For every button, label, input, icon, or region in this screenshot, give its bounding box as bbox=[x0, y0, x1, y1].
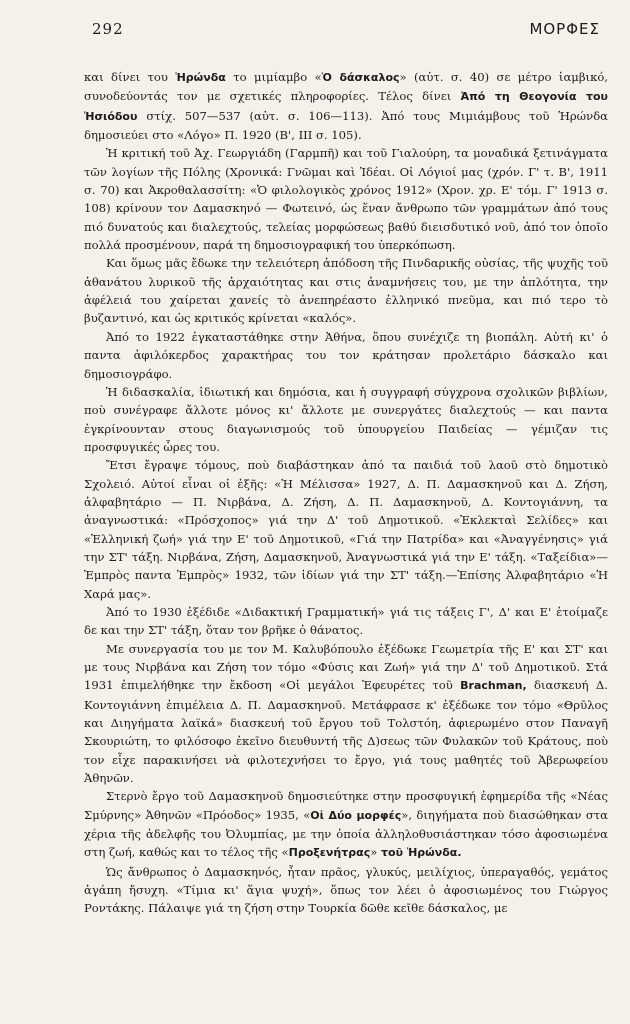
paragraph: Και ὅμως μᾶς ἔδωκε την τελειότερη ἀπόδοση τῆς Πινδαρικῆς οὐσίας, τῆς ψυχῆς τοῦ ἀθανάτου λυρικοῦ τῆς ἀρχαιότητας και στις ἀναμνήσεις του, με την ἀπλότητα, την ἀφέλειά του χαίρεται χανείς τὸ ἀνεπηρέαστο ἑλληνικό πνεῦμα, και πιό τερο τὸ βυζαντινό, και ὡς κριτικός κρίνεται «καλός». bbox=[84, 256, 608, 326]
bold-title: τοῦ Ἡρώνδα. bbox=[381, 846, 462, 860]
paragraph: Ἀπό το 1930 ἐξέδιδε «Διδακτική Γραμματική» γιά τις τάξεις Γ', Δ' και Ε' ἑτοίμαζε δε και την ΣΤ' τάξη, ὅταν τον βρῆκε ὁ θάνατος. bbox=[84, 604, 608, 638]
paragraph: Ἀπό το 1922 ἐγκαταστάθηκε στην Ἀθήνα, ὅπου συνέχιζε τη βιοπάλη. Αὐτή κι' ὁ παντα ἀφιλόκερδος χαρακτήρας του τον κράτησαν προλετάριο δάσκαλο και δημοσιογράφο. bbox=[84, 329, 608, 381]
bold-title: Οἱ Δύο μορφές bbox=[310, 808, 402, 822]
running-title: ΜΟΡΦΕΣ bbox=[529, 20, 600, 38]
body-text bbox=[84, 68, 608, 918]
paragraph: και δίνει του Ἡρώνδα το μιμίαμβο «Ὁ δάσκαλος» (αὐτ. σ. 40) σε μέτρο ἰαμβικό, συνοδεύοντάς τον με σχετικές πληροφορίες. Τέλος δίνει Ἀπό τη Θεογονία του Ἡσιόδου στίχ. 507—537 (αὐτ. σ. 106—113). Ἀπό τους Μιμιάμβους τοῦ Ἡρώνδα δημοσιεύει στο «Λόγο» Π. 1920 (Β', ΙΙΙ σ. 105). bbox=[84, 70, 608, 143]
bold-title: Brachman, bbox=[460, 679, 527, 693]
paragraph: Ἡ κριτική τοῦ Ἀχ. Γεωργιάδη (Γαρμπῆ) και τοῦ Γιαλούρη, τα μοναδικά ξετινάγματα τῶν λογίων τῆς Πόλης (Χρονικά: Γνῶμαι καὶ Ἰδέαι. Οἱ Λόγιοί μας (χρόν. Γ' τ. Β', 1911 σ. 70) και Ἀκροθαλασσίτη: «Ὁ φιλολογικὸς χρόνος 1912» (Χρον. χρ. Ε' τόμ. Γ' 1913 σ. 108) κρίνουν τον Δαμασκηνό — Φωτεινό, ὡς ἕναν ἄνθρωπο τῶν γραμμάτων ἀπό τους πιό δυνατούς και διαλεχτούς, τελείας μορφώσεως βαθύ διεισδυτικό νοῦ, ἀπό τον ὁποῖο πολλά προσμένουν, παρά τη δημοσιογραφική του ὑπερκόπωση. bbox=[84, 146, 608, 253]
bold-title: Ἀπό τη Θεογονία του Ἡσιόδου bbox=[84, 90, 608, 123]
paragraph: Ἔτσι ἔγραψε τόμους, ποὺ διαβάστηκαν ἀπό τα παιδιά τοῦ λαοῦ στὸ δημοτικὸ Σχολειό. Αὐτοί εἶναι οἱ ἑξῆς: «Ἡ Μέλισσα» 1927, Δ. Π. Δαμασκηνοῦ και Δ. Ζήση, ἀλφαβητάριο — Π. Νιρβάνα, Δ. Ζήση, Δ. Π. Δαμασκηνοῦ, Δ. Κοντογιάννη, τα ἀναγνωστικά: «Πρόσχοπος» γιά την Δ' τοῦ Δημοτικοῦ. «Ἐκλεκταὶ Σελίδες» και «Ἑλληνική ζωή» γιά την Ε' τοῦ Δημοτικοῦ, «Γιά την Πατρίδα» και «Ἀναγγένησις» γιά την ΣΤ' τάξη. Νιρβάνα, Ζήση, Δαμασκηνοῦ, Ἀναγνωστικά γιά την Ε' τάξη. «Ταξείδια»—Ἐμπρὸς παντα Ἐμπρὸς» 1932, τῶν ἰδίων γιά την ΣΤ' τάξη.—Ἐπίσης Ἀλφαβητάριο «Ἡ Χαρά μας». bbox=[84, 458, 608, 601]
paragraph: Ὡς ἄνθρωπος ὁ Δαμασκηνός, ἦταν πρᾶος, γλυκύς, μειλίχιος, ὑπεραγαθός, γεμάτος ἀγάπη ἤσυχη. «Τίμια κι' ἅγια ψυχή», ὅπως τον λέει ὁ ἀφοσιωμένος του Γιώργος Ροντάκης. Πάλαιψε γιά τη ζήση στην Τουρκία δῶθε κεῖθε δάσκαλος, με bbox=[84, 864, 608, 916]
paragraph: Με συνεργασία του με τον Μ. Καλυβόπουλο ἐξέδωκε Γεωμετρία τῆς Ε' και ΣΤ' και με τους Νιρβάνα και Ζήση τον τόμο «Φύσις και Ζωή» γιά την Δ' τοῦ Δημοτικοῦ. Στά 1931 ἐπιμελήθηκε την ἔκδοση «Οἱ μεγάλοι Ἐφευρέτες τοῦ Brachman, διασκευή Δ. Κοντογιάννη ἐπιμέλεια Δ. Π. Δαμασκηνοῦ. Μετάφρασε κ' ἐξέδωκε τον τόμο «Θρῦλος και Διηγήματα λαϊκά» διασκευή τοῦ ἔργου τοῦ Τολστόη, ἀφιερωμένο στον Παναγῆ Σκουριώτη, το φιλόσοφο ἐκεῖνο διευθυντή τῆς Δ)σεως τῶν Φυλακῶν τοῦ Κράτους, ποὺ τον εἶχε παρακινήσει νὰ φιλοτεχνήσει το ἔργο, γιά τους μαθητές τοῦ Ἀβερωφείου Ἀθηνῶν. bbox=[84, 641, 608, 786]
bold-title: Προξενήτρας bbox=[288, 846, 371, 860]
paragraph: Ἡ διδασκαλία, ἰδιωτική και δημόσια, και ἡ συγγραφή σύγχρονα σχολικῶν βιβλίων, ποὺ συνέγραφε ἄλλοτε μόνος κι' ἄλλοτε με συνεργάτες διαλεχτούς — και παντα ἐγκρίνουνταν στους διαγωνισμούς τοῦ ὑπουργείου Παιδείας — γέμιζαν τις προσφυγικές ὧρες του. bbox=[84, 384, 608, 454]
paragraph: Στερνὸ ἔργο τοῦ Δαμασκηνοῦ δημοσιεύτηκε στην προσφυγική ἐφημερίδα τῆς «Νέας Σμύρνης» Ἀθηνῶν «Πρόοδος» 1935, «Οἱ Δύο μορφές», διηγήματα ποὺ διασώθηκαν στα χέρια τῆς ἀδελφῆς του Ὀλυμπίας, με την ὁποία ἀλληλοθυσιάστηκαν τόσο ἀφοσιωμένα στη ζωή, καθώς και το τέλος τῆς «Προξενήτρας» τοῦ Ἡρώνδα. bbox=[84, 789, 608, 860]
page-number: 292 bbox=[92, 20, 124, 38]
bold-title: Ὁ δάσκαλος bbox=[321, 71, 400, 84]
bold-title: Ἡρώνδα bbox=[175, 71, 226, 84]
page-header bbox=[92, 20, 600, 44]
